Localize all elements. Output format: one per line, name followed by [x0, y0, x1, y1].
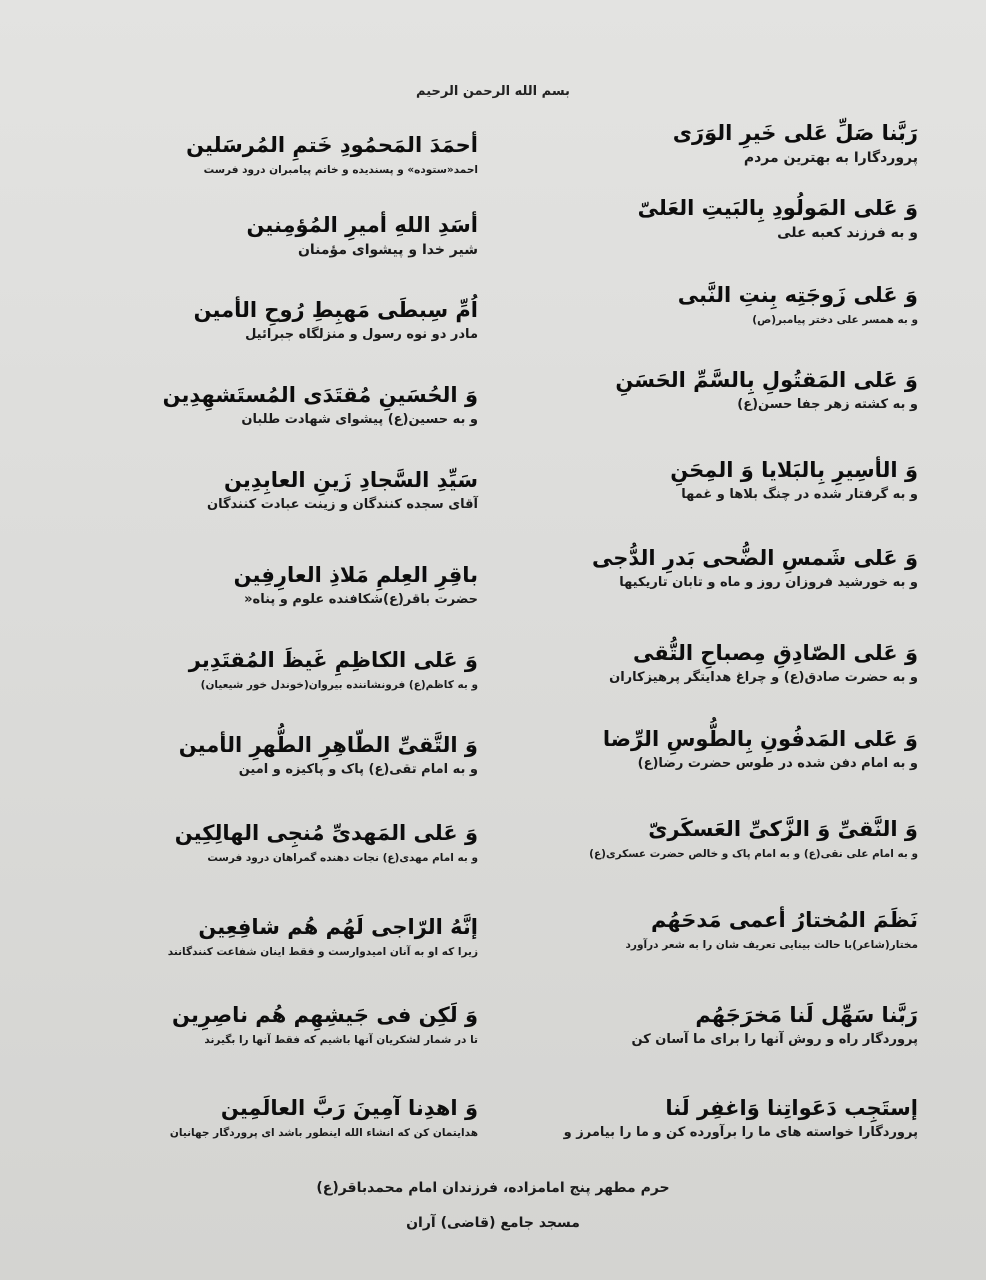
- verse-right-2: [498, 193, 918, 243]
- persian-translation: شیر خدا و پیشوای مؤمنان: [297, 242, 478, 258]
- persian-translation: و به حضرت صادق(ع) و چراغ هدایتگر پرهیزکاران: [609, 670, 918, 685]
- verse-left-8: [58, 730, 478, 780]
- verse-right-3: [498, 280, 918, 330]
- persian-translation: تا در شمار لشکریان آنها باشیم که فقط آنها را بگیرند: [204, 1034, 478, 1046]
- arabic-line: وَ النَّقیِّ وَ الزَّکیِّ العَسکَریّ: [648, 817, 918, 841]
- arabic-line: رَبَّنا سَهِّل لَنا مَخرَجَهُم: [695, 1003, 918, 1027]
- arabic-line: وَ لَکِن فی جَیشِهِم هُم ناصِرِین: [172, 1003, 478, 1027]
- arabic-line: وَ التَّقیِّ الطّاهِرِ الطُّهرِ الأمین: [178, 733, 478, 757]
- persian-translation: پروردگارا به بهترین مردم: [743, 150, 918, 166]
- verse-left-4: [58, 380, 478, 430]
- arabic-line: وَ الحُسَینِ مُقتَدَی المُستَشهِدِین: [162, 383, 478, 407]
- arabic-line: وَ عَلی المَولُودِ بِالبَیتِ العَلیّ: [637, 196, 918, 220]
- verse-right-12: [498, 1093, 918, 1143]
- arabic-line: وَ عَلی الصّادِقِ مِصباحِ التُّقی: [633, 641, 918, 665]
- verse-left-7: [58, 645, 478, 695]
- persian-translation: زیرا که او به آنان امیدوارست و فقط اینان شفاعت کنندگانند: [167, 946, 478, 958]
- verse-left-6: [58, 560, 478, 610]
- persian-translation: پروردگار راه و روش آنها را برای ما آسان کن: [631, 1032, 918, 1047]
- verse-left-1: [58, 130, 478, 180]
- arabic-line: باقِرِ العِلمِ مَلاذِ العارِفِین: [233, 563, 478, 587]
- arabic-line: وَ عَلی شَمسِ الضُّحی بَدرِ الدُّجی: [591, 546, 918, 570]
- verse-right-6: [498, 543, 918, 593]
- persian-translation: و به خورشید فروزان روز و ماه و تابان تاریکیها: [619, 575, 918, 590]
- verse-left-11: [58, 1000, 478, 1050]
- arabic-line: وَ عَلی زَوجَتِه بِنتِ النَّبی: [677, 283, 918, 307]
- verse-right-10: [498, 905, 918, 955]
- persian-translation: و به امام مهدی(ع) نجات دهنده گمراهان درود فرست: [207, 852, 478, 864]
- persian-translation: و به کاظم(ع) فرونشاننده بیروان(خوندل خور شیعیان): [200, 679, 478, 691]
- verse-left-3: [58, 295, 478, 345]
- persian-translation: احمد«ستوده» و پسندیده و خاتم پیامبران درود فرست: [203, 164, 478, 176]
- persian-translation: هدایتمان کن که انشاء الله اینطور باشد ای پروردگار جهانیان: [169, 1127, 478, 1139]
- persian-translation: مادر دو نوه رسول و منزلگاه جبرائیل: [245, 327, 478, 342]
- arabic-line: رَبَّنا صَلِّ عَلی خَیرِ الوَرَی: [672, 121, 918, 145]
- arabic-line: وَ اهدِنا آمِینَ رَبَّ العالَمِین: [220, 1096, 478, 1120]
- persian-translation: و به امام تقی(ع) پاک و پاکیزه و امین: [238, 762, 478, 777]
- persian-translation: و به گرفتار شده در چنگ بلاها و غمها: [681, 487, 918, 502]
- verse-right-5: [498, 455, 918, 505]
- arabic-line: اُمِّ سِبطَی مَهبِطِ رُوحِ الأمین: [193, 298, 478, 322]
- verse-right-11: [498, 1000, 918, 1050]
- arabic-line: سَیِّدِ السَّجادِ زَینِ العابِدِین: [223, 468, 478, 492]
- arabic-line: وَ عَلی المَقتُولِ بِالسَّمِّ الحَسَنِ: [615, 368, 918, 392]
- persian-translation: و به کشته زهر جفا حسن(ع): [737, 397, 918, 412]
- arabic-line: أسَدِ اللهِ أمیرِ المُؤمِنین: [246, 213, 478, 237]
- arabic-line: وَ عَلی المَدفُونِ بِالطُّوسِ الرِّضا: [602, 727, 918, 751]
- verse-right-4: [498, 365, 918, 415]
- arabic-line: وَ الأسِیرِ بِالبَلایا وَ المِحَنِ: [670, 458, 918, 482]
- persian-translation: آقای سجده کنندگان و زینت عبادت کنندگان: [206, 497, 478, 512]
- verse-right-7: [498, 638, 918, 688]
- verse-left-9: [58, 818, 478, 868]
- arabic-line: نَظَمَ المُختارُ أعمی مَدحَهُم: [650, 908, 918, 932]
- verse-left-12: [58, 1093, 478, 1143]
- arabic-line: أحمَدَ المَحمُودِ خَتمِ المُرسَلین: [186, 133, 478, 157]
- persian-translation: حضرت باقر(ع)شکافنده علوم و پناه«: [244, 592, 478, 607]
- verse-left-10: [58, 912, 478, 962]
- persian-translation: مختار(شاعر)با حالت بینایی تعریف شان را به شعر درآورد: [625, 939, 918, 951]
- persian-translation: و به همسر علی دختر پیامبر(ص): [752, 314, 918, 326]
- persian-translation: و به فرزند کعبه علی: [777, 225, 918, 241]
- arabic-line: وَ عَلی المَهدیِّ مُنجِی الهالِکِین: [174, 821, 478, 845]
- arabic-line: وَ عَلی الکاظِمِ غَیظَ المُقتَدِیر: [188, 648, 478, 672]
- persian-translation: پروردگارا خواسته های ما را برآورده کن و ما را بیامرز و: [563, 1125, 918, 1140]
- footer-mosque: مسجد جامع (قاضی) آران: [406, 1215, 580, 1231]
- arabic-line: إنَّهُ الرّاجی لَهُم هُم شافِعِین: [198, 915, 478, 939]
- footer-shrine: حرم مطهر پنج امامزاده، فرزندان امام محمدباقر(ع): [316, 1180, 670, 1196]
- persian-translation: و به حسین(ع) پیشوای شهادت طلبان: [241, 412, 478, 427]
- persian-translation: و به امام علی نقی(ع) و به امام پاک و خالص حضرت عسکری(ع): [589, 848, 918, 860]
- verse-right-8: [498, 724, 918, 774]
- basmala-header: بسم الله الرحمن الرحیم: [416, 84, 570, 99]
- arabic-line: إستَجِب دَعَواتِنا وَاغفِر لَنا: [665, 1096, 918, 1120]
- verse-right-9: [498, 814, 918, 864]
- verse-left-5: [58, 465, 478, 515]
- persian-translation: و به امام دفن شده در طوس حضرت رضا(ع): [637, 756, 918, 771]
- verse-left-2: [58, 210, 478, 260]
- verse-right-1: [498, 118, 918, 168]
